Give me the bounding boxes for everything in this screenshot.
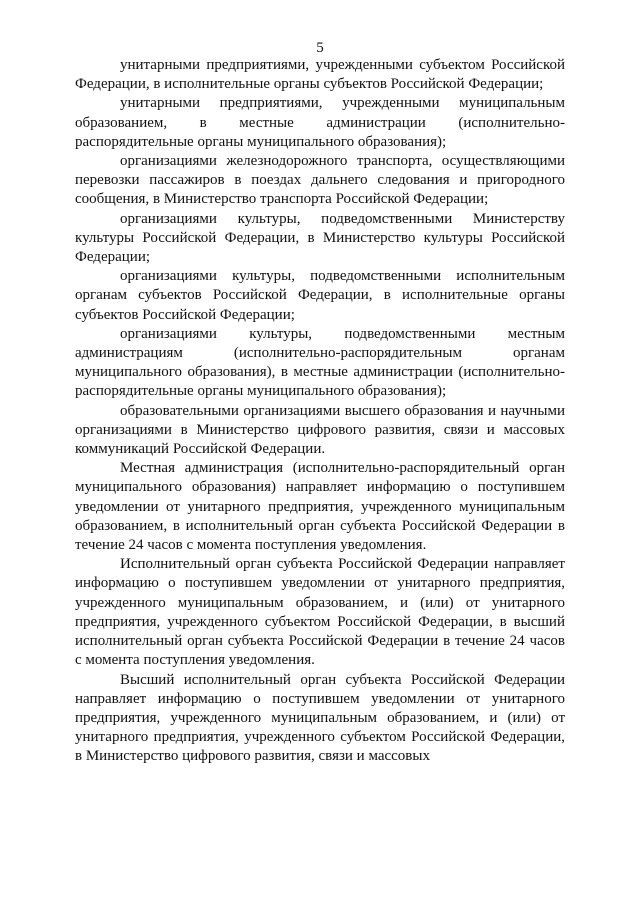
paragraph-higher-education: образовательными организациями высшего образования и научными организациями в Министерство цифрового развития, связи и массовых коммуникаций Российской Федерации. (75, 402, 565, 458)
paragraph-unitary-subject: унитарными предприятиями, учрежденными субъектом Российской Федерации, в исполнительные органы субъектов Российской Федерации; (75, 57, 565, 93)
paragraph-culture-federal: организациями культуры, подведомственными Министерству культуры Российской Федерации, в Министерство культуры Российской Федерации; (75, 210, 565, 266)
paragraph-local-administration: Местная администрация (исполнительно-распорядительный орган муниципального образования) направляет информацию о поступившем уведомлении от унитарного предприятия, учрежденного муниципальным образованием, в исполнительный орган субъекта Российской Федерации в течение 24 часов с момента поступления уведомления. (75, 460, 565, 554)
paragraph-railway-organizations: организациями железнодорожного транспорта, осуществляющими перевозки пассажиров в поездах дальнего следования и пригородного сообщения, в Министерство транспорта Российской Федерации; (75, 153, 565, 208)
paragraph-culture-regional: организациями культуры, подведомственными исполнительным органам субъектов Российской Федерации, в исполнительные органы субъектов Российской Федерации; (75, 268, 565, 323)
document-body (75, 56, 565, 767)
paragraph-regional-executive: Исполнительный орган субъекта Российской Федерации направляет информацию о поступившем уведомлении от унитарного предприятия, учрежденного муниципальным образованием, и (или) от унитарного предприятия, учрежденного субъектом Российской Федерации, в высший исполнительный орган субъекта Российской Федерации в течение 24 часов с момента поступления уведомления. (75, 556, 565, 669)
paragraph-supreme-executive: Высший исполнительный орган субъекта Российской Федерации направляет информацию о поступившем уведомлении от унитарного предприятия, учрежденного муниципальным образованием, и (или) от унитарного предприятия, учрежденного субъектом Российской Федерации, в Министерство цифрового развития, связи и массовых (75, 671, 565, 765)
paragraph-unitary-municipal: унитарными предприятиями, учрежденными муниципальным образованием, в местные администрации (исполнительно-распорядительные органы муниципального образования); (75, 95, 565, 150)
paragraph-culture-local: организациями культуры, подведомственными местным администрациям (исполнительно-распорядительным органам муниципального образования), в местные администрации (исполнительно-распорядительные органы муниципального образования); (75, 325, 565, 400)
page-number: 5 (316, 40, 324, 56)
